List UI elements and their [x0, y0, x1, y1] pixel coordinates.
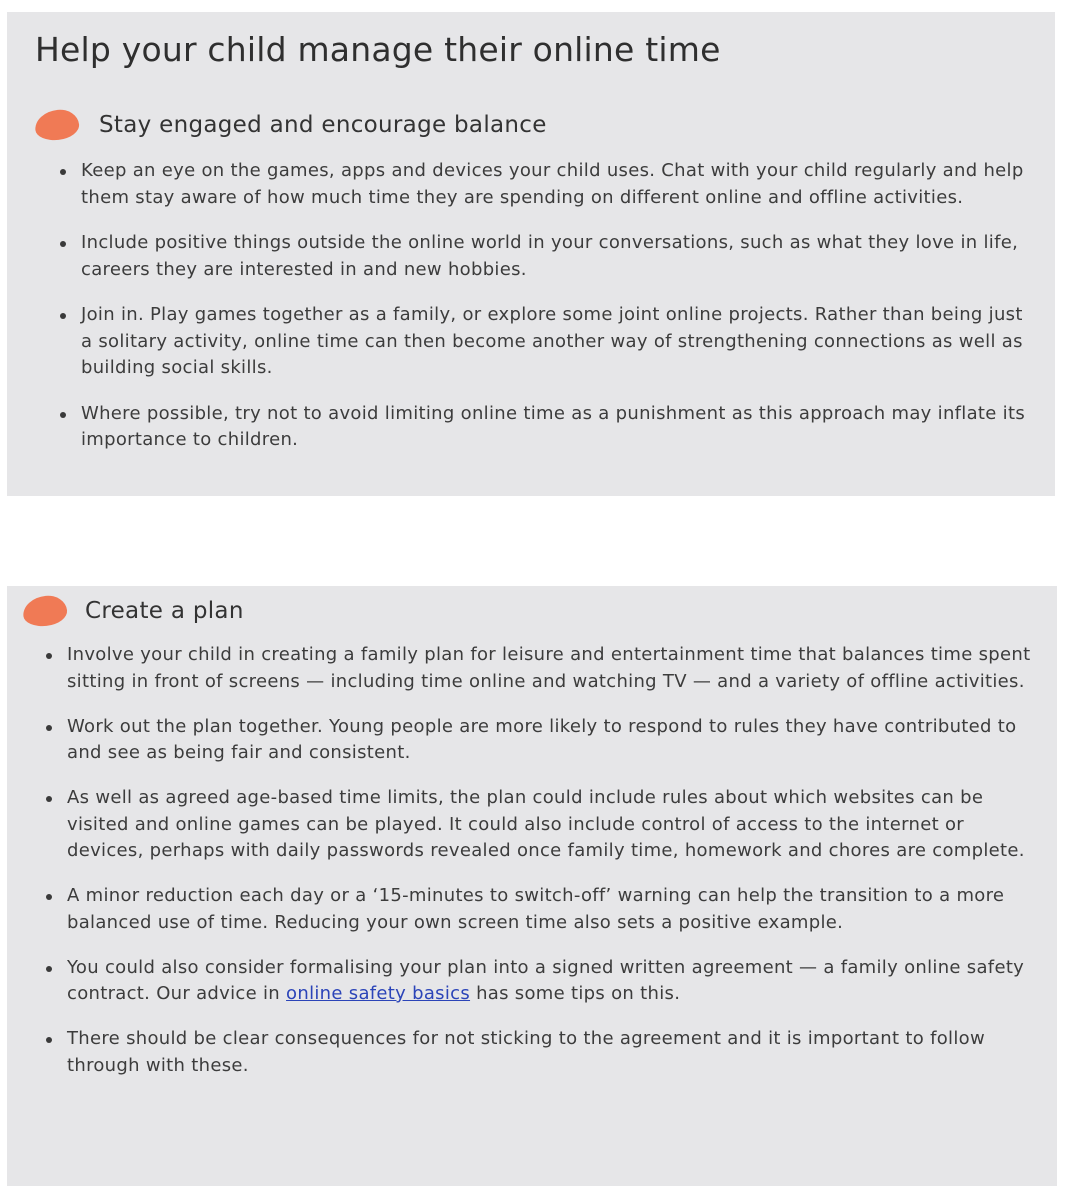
list-item: A minor reduction each day or a ‘15-minutes to switch-off’ warning can help the transition to a more balanced use of time. Reducing your own screen time also sets a positive example. [43, 883, 1033, 936]
list-item: Keep an eye on the games, apps and devices your child uses. Chat with your child regularly and help them stay aware of how much time they are spending on different online and offline activities. [57, 158, 1032, 211]
page-title: Help your child manage their online time [35, 30, 721, 69]
online-time-card [7, 12, 1055, 496]
section-title-plan: Create a plan [85, 598, 244, 624]
section-header-plan [23, 596, 244, 626]
plan-tips-list [43, 642, 1033, 1098]
list-item-with-link [43, 955, 1033, 1008]
section-title-balance: Stay engaged and encourage balance [99, 112, 547, 138]
section-header-balance [35, 110, 547, 140]
list-item: Include positive things outside the online world in your conversations, such as what they love in life, careers they are interested in and new hobbies. [57, 230, 1032, 283]
list-item: Where possible, try not to avoid limiting online time as a punishment as this approach may inflate its importance to children. [57, 401, 1032, 454]
list-item: There should be clear consequences for not sticking to the agreement and it is important to follow through with these. [43, 1026, 1033, 1079]
bullet-text-after-link: has some tips on this. [470, 983, 681, 1004]
balance-tips-list [57, 158, 1032, 473]
bullet-text-before-link: You could also consider formalising your plan into a signed written agreement — a family online safety contract. Our advice in [67, 956, 1025, 1004]
list-item: Involve your child in creating a family plan for leisure and entertainment time that balances time spent sitting in front of screens — including time online and watching TV — and a variety of offline activities. [43, 642, 1033, 695]
list-item: As well as agreed age-based time limits, the plan could include rules about which websites can be visited and online games can be played. It could also include control of access to the internet or devices, perhaps with daily passwords revealed once family time, homework and chores are complete. [43, 785, 1033, 865]
online-safety-basics-link[interactable]: online safety basics [286, 983, 471, 1004]
list-item: Join in. Play games together as a family, or explore some joint online projects. Rather than being just a solitary activity, online time can then become another way of strengthening connections as well as building social skills. [57, 302, 1032, 382]
orange-blob-icon [34, 108, 81, 142]
orange-blob-icon [22, 594, 69, 628]
list-item: Work out the plan together. Young people are more likely to respond to rules they have contributed to and see as being fair and consistent. [43, 714, 1033, 767]
create-plan-card [7, 586, 1057, 1186]
